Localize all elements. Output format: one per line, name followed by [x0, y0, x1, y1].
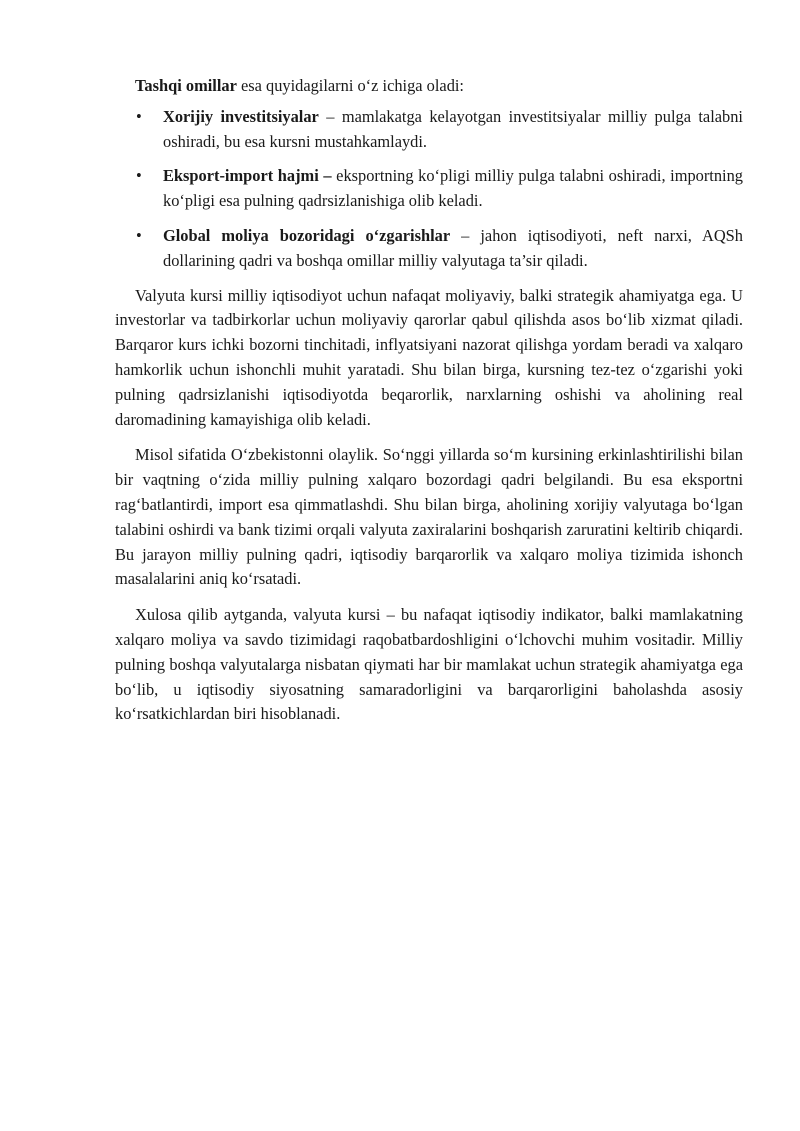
- list-item-term: Eksport-import hajmi –: [163, 166, 332, 186]
- list-item-text: – jahon iqtisodiyoti, neft narxi, AQSh dollarining qadri va boshqa omillar milliy valyutaga ta’sir qiladi.: [163, 225, 743, 270]
- list-item: [136, 164, 743, 214]
- factor-list: [115, 105, 743, 274]
- list-item-term: Xorijiy investitsiyalar: [163, 106, 319, 126]
- list-item-text: – mamlakatga kelayotgan investitsiyalar milliy pulga talabni oshiradi, bu esa kursni mustahkamlaydi.: [163, 106, 743, 151]
- bullet-icon: •: [136, 106, 142, 126]
- document-page: [115, 74, 743, 738]
- list-item: [136, 224, 743, 274]
- intro-text: esa quyidagilarni o‘z ichiga oladi:: [236, 76, 464, 95]
- list-item-text: eksportning ko‘pligi milliy pulga talabni oshiradi, importning ko‘pligi esa pulning qadrsizlanishiga olib keladi.: [163, 166, 743, 211]
- body-paragraph: Misol sifatida O‘zbekistonni olaylik. So‘nggi yillarda so‘m kursining erkinlashtirilishi bilan bir vaqtning o‘zida milliy pulning xalqaro bozordagi qadri belgilandi. Bu esa eksportni rag‘batlantirdi, import esa qimmatlashdi. Shu bilan birga, aholining xorijiy valyutaga bo‘lgan talabini oshirdi va bank tizimi orqali valyuta zaxiralarini boshqarish zaruratini keltirib chiqardi. Bu jarayon milliy pulning qadri, iqtisodiy barqarorlik va xalqaro moliya tizimida ishonch masalalarini aniq ko‘rsatadi.: [115, 445, 743, 589]
- bullet-icon: •: [136, 225, 142, 245]
- list-item-term: Global moliya bozoridagi o‘zgarishlar: [163, 225, 451, 245]
- body-paragraph: Valyuta kursi milliy iqtisodiyot uchun nafaqat moliyaviy, balki strategik ahamiyatga ega. U investorlar va tadbirkorlar uchun moliyaviy qarorlar qabul qilishda asos bo‘lib xizmat qiladi. Barqaror kurs ichki bozorni tinchitadi, inflyatsiyani nazorat qilishga yordam beradi va xalqaro hamkorlik uchun ishonchli muhit yaratadi. Shu bilan birga, kursning tez-tez o‘zgarishi yoki pulning qadrsizlanishi iqtisodiyotda beqarorlik, narxlarning oshishi va aholining real daromadining kamayishiga olib keladi.: [115, 285, 743, 429]
- intro-heading: Tashqi omillar: [135, 76, 237, 95]
- bullet-icon: •: [136, 166, 142, 186]
- intro-paragraph: [115, 74, 743, 99]
- list-item: [136, 105, 743, 155]
- body-paragraph: Xulosa qilib aytganda, valyuta kursi – bu nafaqat iqtisodiy indikator, balki mamlakatning xalqaro moliya va savdo tizimidagi raqobatbardoshligini o‘lchovchi muhim vositadir. Milliy pulning boshqa valyutalarga nisbatan qiymati har bir mamlakat uchun strategik ahamiyatga ega bo‘lib, u iqtisodiy siyosatning samaradorligini va barqarorligini baholashda asosiy ko‘rsatkichlardan biri hisoblanadi.: [115, 605, 743, 724]
